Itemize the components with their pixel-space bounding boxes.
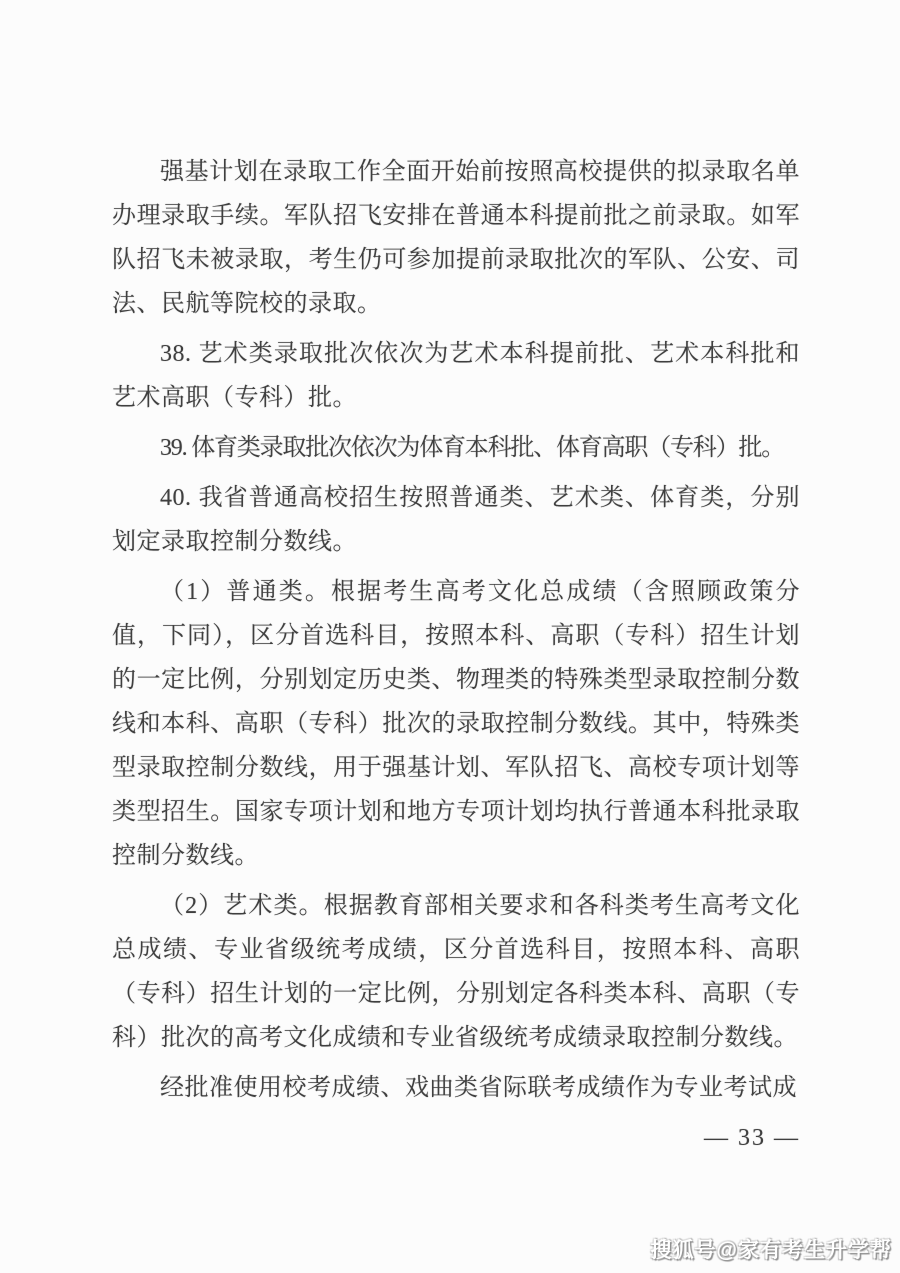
paragraph-item-39: 39. 体育类录取批次依次为体育本科批、体育高职（专科）批。: [160, 435, 784, 461]
page-number: — 33 —: [704, 1125, 800, 1151]
paragraph-item-40: 40. 我省普通高校招生按照普通类、艺术类、体育类，分别划定录取控制分数线。: [112, 485, 800, 555]
paragraph-item-38: 38. 艺术类录取批次依次为艺术本科提前批、艺术本科批和艺术高职（专科）批。: [112, 341, 800, 411]
watermark-sohu: 搜狐号@家有考生升学帮: [650, 1239, 892, 1262]
paragraph-qiangji-plan: 强基计划在录取工作全面开始前按照高校提供的拟录取名单办理录取手续。军队招飞安排在普通本科提前批之前录取。如军队招飞未被录取，考生仍可参加提前录取批次的军队、公安、司法、民航等院校的录取。: [112, 159, 800, 317]
paragraph-item-40-1-general: （1）普通类。根据考生高考文化总成绩（含照顾政策分值，下同），区分首选科目，按照本科、高职（专科）招生计划的一定比例，分别划定历史类、物理类的特殊类型录取控制分数线和本科、高职（专科）批次的录取控制分数线。其中，特殊类型录取控制分数线，用于强基计划、军队招飞、高校专项计划等类型招生。国家专项计划和地方专项计划均执行普通本科批录取控制分数线。: [112, 579, 800, 869]
paragraph-continuation: 经批准使用校考成绩、戏曲类省际联考成绩作为专业考试成: [160, 1075, 797, 1101]
paragraph-item-40-2-art: （2）艺术类。根据教育部相关要求和各科类考生高考文化总成绩、专业省级统考成绩，区分首选科目，按照本科、高职（专科）招生计划的一定比例，分别划定各科类本科、高职（专科）批次的高考文化成绩和专业省级统考成绩录取控制分数线。: [112, 893, 800, 1051]
